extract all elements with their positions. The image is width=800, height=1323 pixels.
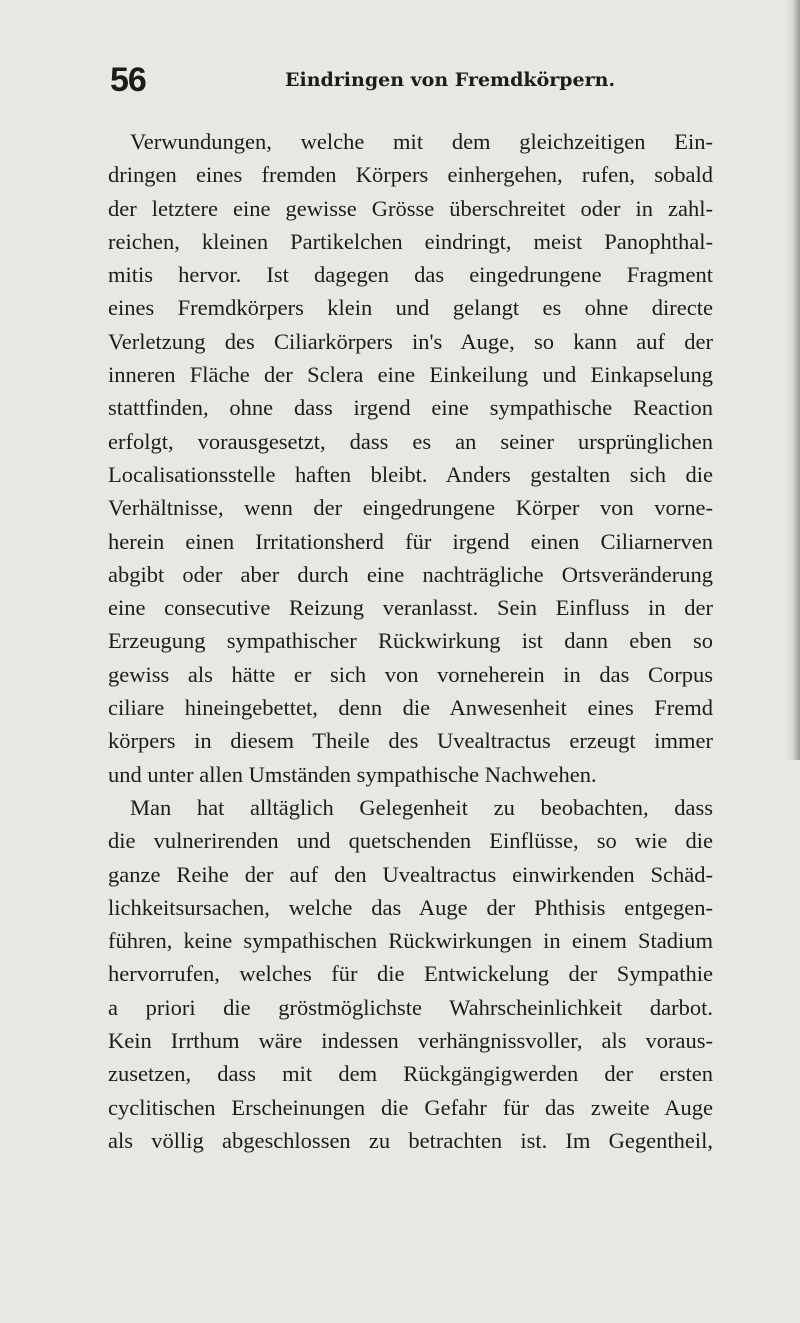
text-line: Localisationsstelle haften bleibt. Anders gestalten sich die [108,461,713,487]
text-line: Verletzung des Ciliarkörpers in's Auge, so kann auf der [108,328,713,354]
running-title: Eindringen von Fremdkörpern. [285,69,616,91]
text-line: zusetzen, dass mit dem Rückgängigwerden der ersten [108,1061,713,1087]
text-line: die vulnerirenden und quetschenden Einflüsse, so wie die [108,828,713,854]
text-line: abgibt oder aber durch eine nachträgliche Ortsveränderung [108,561,713,587]
text-line: Verwundungen, welche mit dem gleichzeitigen Ein- [130,129,713,154]
text-line: erfolgt, vorausgesetzt, dass es an seiner ursprünglichen [108,428,713,454]
page-edge-shadow [786,0,800,760]
text-line: eine consecutive Reizung veranlasst. Sein Einfluss in der [108,595,713,621]
page-number: 56 [110,61,146,99]
text-line: Man hat alltäglich Gelegenheit zu beobachten, dass [130,794,713,820]
text-line: führen, keine sympathischen Rückwirkungen in einem Stadium [108,928,713,954]
text-line: Erzeugung sympathischer Rückwirkung ist dann eben so [108,628,713,654]
text-line: als völlig abgeschlossen zu betrachten ist. Im Gegentheil, [108,1127,713,1153]
text-line: gewiss als hätte er sich von vorneherein in das Corpus [108,661,713,687]
page-header [110,62,710,98]
text-line: reichen, kleinen Partikelchen eindringt, meist Panophthal- [108,228,713,254]
text-line: eines Fremdkörpers klein und gelangt es ohne directe [108,295,713,321]
text-line: stattfinden, ohne dass irgend eine sympathische Reaction [108,395,713,421]
text-line: ciliare hineingebettet, denn die Anwesenheit eines Fremd [108,695,713,721]
text-line: lichkeitsursachen, welche das Auge der Phthisis entgegen- [108,894,713,920]
body-text [108,125,713,1157]
text-line: Verhältnisse, wenn der eingedrungene Körper von vorne- [108,495,713,521]
text-line: herein einen Irritationsherd für irgend einen Ciliarnerven [108,528,713,554]
text-line: mitis hervor. Ist dagegen das eingedrungene Fragment [108,262,713,288]
text-line: inneren Fläche der Sclera eine Einkeilung und Einkapselung [108,362,713,388]
text-line: Kein Irrthum wäre indessen verhängnissvoller, als voraus- [108,1028,713,1054]
text-line: dringen eines fremden Körpers einhergehen, rufen, sobald [108,162,713,188]
text-line: der letztere eine gewisse Grösse überschreitet oder in zahl- [108,195,713,221]
text-line: und unter allen Umständen sympathische Nachwehen. [108,761,597,787]
text-line: hervorrufen, welches für die Entwickelung der Sympathie [108,961,713,987]
text-line: körpers in diesem Theile des Uvealtractus erzeugt immer [108,728,713,754]
text-line: a priori die gröstmöglichste Wahrscheinlichkeit darbot. [108,994,713,1020]
text-line: ganze Reihe der auf den Uvealtractus einwirkenden Schäd- [108,861,713,887]
text-line: cyclitischen Erscheinungen die Gefahr für das zweite Auge [108,1094,713,1120]
